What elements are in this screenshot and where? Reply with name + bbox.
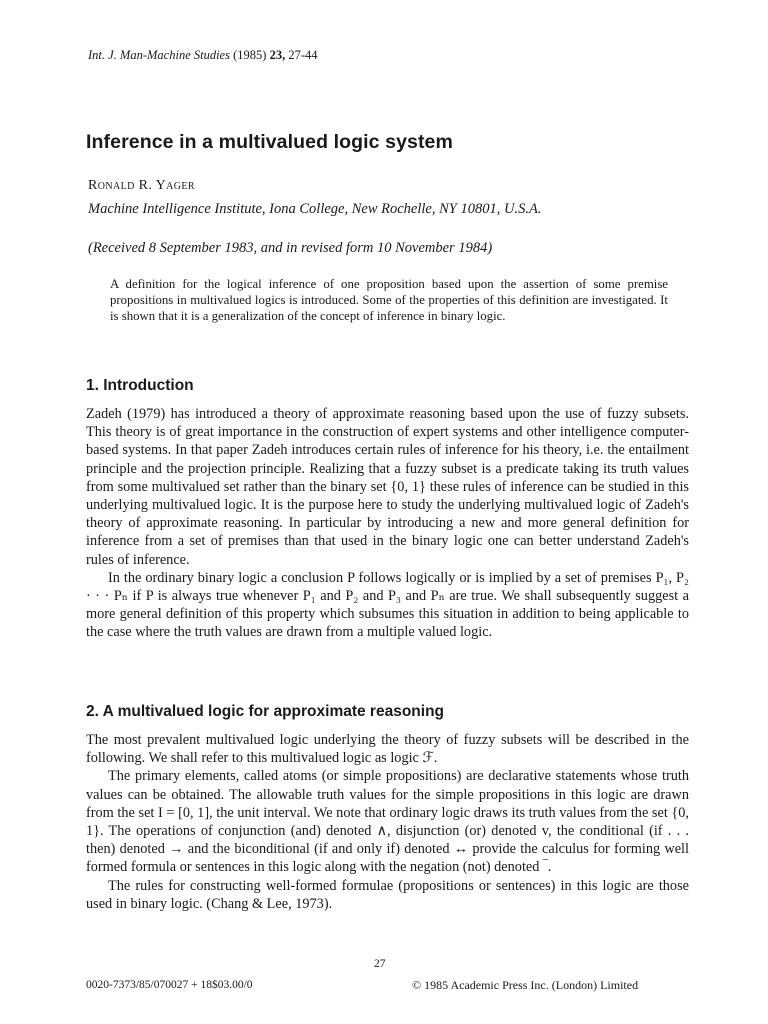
paragraph: In the ordinary binary logic a conclusion P follows logically or is implied by a set of premises P₁, P₂ · · · Pₙ if P is always true whenever P₁ and P₂ and P₃ and Pₙ are true. We shall subsequently suggest a more general definition of this property which subsumes this situation in addition to being applicable to the case where the truth values are drawn from a multiple valued logic. (86, 569, 689, 641)
journal-name: Int. J. Man-Machine Studies (88, 48, 230, 62)
journal-pages: 27-44 (288, 48, 318, 62)
section-multivalued-logic-body (86, 731, 689, 913)
abstract: A definition for the logical inference of one proposition based upon the assertion of some premise propositions in multivalued logics is introduced. Some of the properties of this definition are investigated. It is shown that it is a generalization of the concept of inference in binary logic. (110, 277, 668, 323)
journal-volume: 23, (269, 48, 286, 62)
section-heading-introduction: 1. Introduction (86, 377, 194, 394)
journal-year: (1985) (233, 48, 267, 62)
paragraph: The rules for constructing well-formed formulae (propositions or sentences) in this logic are those used in binary logic. (Chang & Lee, 1973). (86, 877, 689, 912)
author-name: Ronald R. Yager (88, 178, 195, 193)
paragraph: Zadeh (1979) has introduced a theory of approximate reasoning based upon the use of fuzzy subsets. This theory is of great importance in the construction of expert systems and other intelligence computer-based systems. In that paper Zadeh introduces certain rules of inference for his theory, i.e. the entailment principle and the projection principle. Realizing that a fuzzy subset is a predicate taking its truth values from some multivalued set rather than the binary set {0, 1} these rules of inference can be studied in this underlying multivalued logic. It is the purpose here to study the underlying multivalued logic of Zadeh's theory of approximate reasoning. In particular by introducing a new and more general definition for inference from a set of premises than that used in the binary logic one can better understand Zadeh's rules of inference. (86, 406, 689, 568)
received-date: (Received 8 September 1983, and in revised form 10 November 1984) (88, 240, 493, 256)
paper-title: Inference in a multivalued logic system (86, 131, 453, 153)
author-affiliation: Machine Intelligence Institute, Iona College, New Rochelle, NY 10801, U.S.A. (88, 201, 542, 217)
section-heading-multivalued-logic: 2. A multivalued logic for approximate reasoning (86, 703, 445, 720)
paragraph: The most prevalent multivalued logic underlying the theory of fuzzy subsets will be described in the following. We shall refer to this multivalued logic as logic ℱ. (86, 732, 689, 767)
footer-issn-code: 0020-7373/85/070027 + 18$03.00/0 (86, 979, 253, 991)
section-introduction-body (86, 405, 689, 642)
journal-header (88, 48, 317, 63)
paragraph: The primary elements, called atoms (or simple propositions) are declarative statements whose truth values can be obtained. The allowable truth values for the simple propositions in this logic are drawn from the set I = [0, 1], the unit interval. We note that ordinary logic draws its truth values from the set {0, 1}. The operations of conjunction (and) denoted ∧, disjunction (or) denoted v, the conditional (if . . . then) denoted → and the biconditional (if and only if) denoted ↔ provide the calculus for forming well formed formula or sentences in this logic along with the negation (not) denoted ‾. (86, 768, 689, 876)
footer-copyright: © 1985 Academic Press Inc. (London) Limited (412, 978, 639, 992)
page-number: 27 (374, 958, 386, 970)
